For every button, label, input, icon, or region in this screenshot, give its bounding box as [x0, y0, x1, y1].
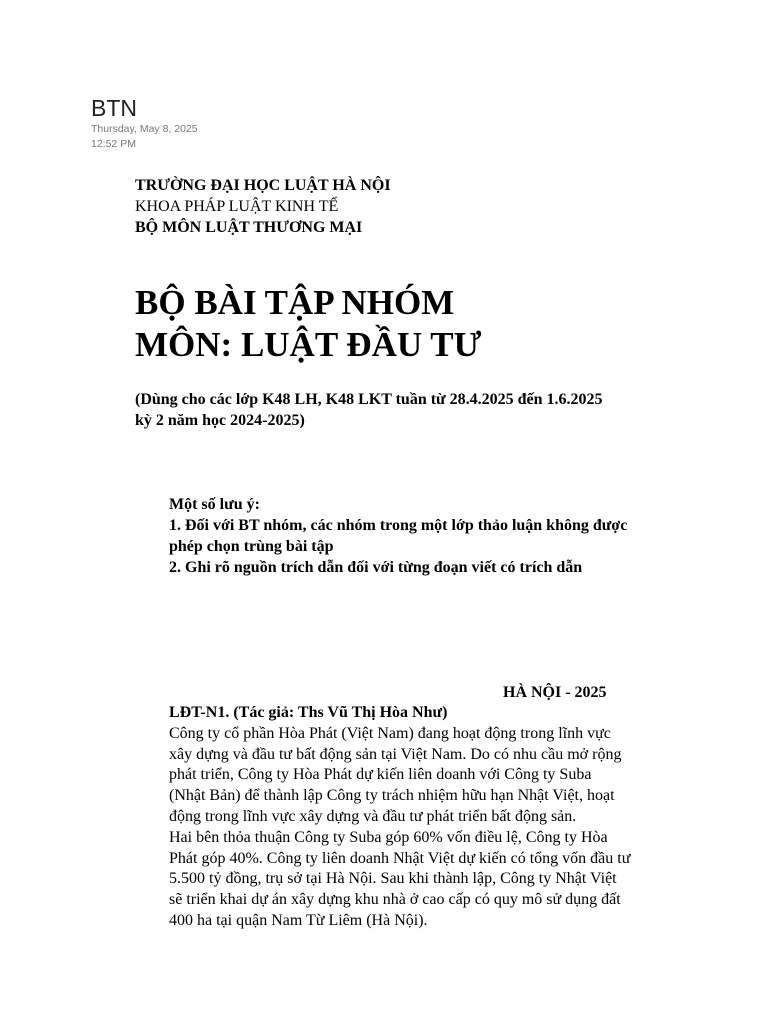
notes-item1-line1: 1. Đối với BT nhóm, các nhóm trong một lớp thảo luận không được	[169, 517, 628, 534]
university-name: TRƯỜNG ĐẠI HỌC LUẬT HÀ NỘI	[135, 177, 391, 194]
notes-item1-line2: phép chọn trùng bài tập	[169, 538, 334, 555]
place-date: HÀ NỘI - 2025	[503, 684, 607, 701]
exercise-line: 400 ha tại quận Nam Từ Liêm (Hà Nội).	[169, 911, 428, 929]
notes-block	[169, 494, 709, 578]
document-subtitle	[135, 389, 695, 431]
exercise-heading: LĐT-N1. (Tác giả: Ths Vũ Thị Hòa Như)	[169, 704, 448, 721]
exercise-block	[169, 703, 689, 932]
exercise-line: Công ty cổ phần Hòa Phát (Việt Nam) đang hoạt động trong lĩnh vực	[169, 724, 611, 742]
note-time: 12:52 PM	[91, 138, 136, 150]
note-date: Thursday, May 8, 2025	[91, 123, 198, 135]
exercise-line: phát triển, Công ty Hòa Phát dự kiến liên doanh với Công ty Suba	[169, 766, 592, 784]
department-name: BỘ MÔN LUẬT THƯƠNG MẠI	[135, 219, 363, 236]
exercise-line: động trong lĩnh vực xây dựng và đầu tư phát triển bất động sản.	[169, 807, 577, 825]
subtitle-line2: kỳ 2 năm học 2024-2025)	[135, 412, 305, 429]
subtitle-line1: (Dùng cho các lớp K48 LH, K48 LKT tuần từ 28.4.2025 đến 1.6.2025	[135, 391, 603, 408]
document-title-line2: MÔN: LUẬT ĐẦU TƯ	[135, 325, 482, 364]
notes-heading: Một số lưu ý:	[169, 496, 260, 513]
exercise-line: xây dựng và đầu tư bất động sản tại Việt Nam. Do có nhu cầu mở rộng	[169, 745, 622, 763]
exercise-line: sẽ triển khai dự án xây dựng khu nhà ở cao cấp có quy mô sử dụng đất	[169, 891, 621, 909]
document-title-line1: BỘ BÀI TẬP NHÓM	[135, 283, 455, 322]
notes-item2: 2. Ghi rõ nguồn trích dẫn đối với từng đoạn viết có trích dẫn	[169, 559, 583, 576]
faculty-name: KHOA PHÁP LUẬT KINH TẾ	[135, 198, 339, 215]
exercise-line: (Nhật Bản) để thành lập Công ty trách nhiệm hữu hạn Nhật Việt, hoạt	[169, 787, 615, 805]
note-header	[91, 94, 198, 152]
document-title	[135, 282, 481, 366]
exercise-line: 5.500 tỷ đồng, trụ sở tại Hà Nội. Sau khi thành lập, Công ty Nhật Việt	[169, 870, 617, 888]
exercise-line: Hai bên thỏa thuận Công ty Suba góp 60% vốn điều lệ, Công ty Hòa	[169, 828, 608, 846]
institution-block	[135, 175, 391, 238]
exercise-line: Phát góp 40%. Công ty liên doanh Nhật Việt dự kiến có tổng vốn đầu tư	[169, 849, 631, 867]
note-title[interactable]: BTN	[91, 95, 137, 121]
